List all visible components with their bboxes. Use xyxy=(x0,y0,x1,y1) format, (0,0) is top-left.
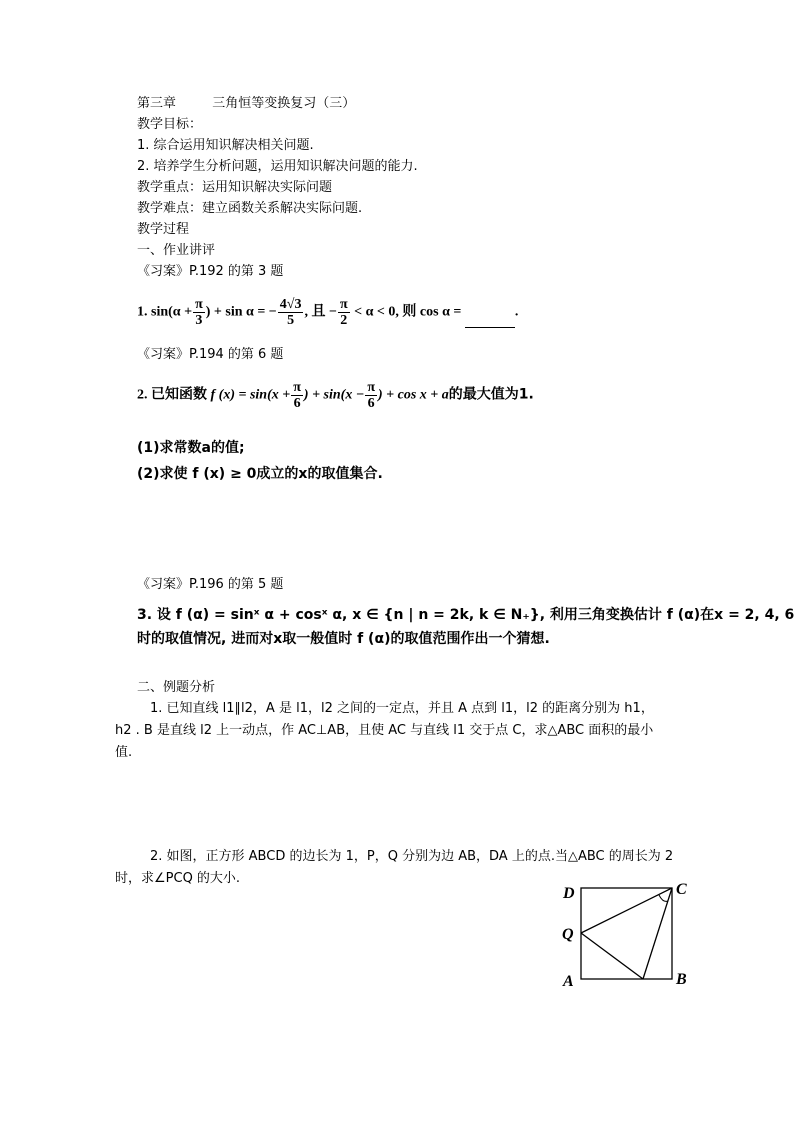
square-abcd xyxy=(581,888,672,979)
expr-part: f (x) = sin(x + xyxy=(210,387,291,403)
objective-item: 1. 综合运用知识解决相关问题. xyxy=(137,138,314,153)
expr-part: , 且 − xyxy=(304,304,337,320)
label-d: D xyxy=(563,885,575,902)
chapter-heading xyxy=(137,96,355,112)
problem-number: 1. xyxy=(137,304,148,320)
expr-part: < α < 0, 则 cos α = xyxy=(354,304,462,320)
expr-part: 已知函数 xyxy=(151,386,207,403)
difficulty: 教学难点：建立函数关系解决实际问题. xyxy=(137,201,363,216)
exercise-ref: 《习案》P.192 的第 3 题 xyxy=(137,264,284,279)
expr-part: . xyxy=(514,304,519,320)
label-a: A xyxy=(563,973,574,990)
segment-qp xyxy=(581,933,643,979)
key-point: 教学重点：运用知识解决实际问题 xyxy=(137,180,333,195)
problem-2 xyxy=(137,380,534,411)
square-figure xyxy=(555,876,705,991)
expr-part: ) + sin α = − xyxy=(205,304,277,320)
fraction: $\frac{\pi}{6}$ xyxy=(293,380,301,411)
chapter-label: 第三章 xyxy=(137,96,177,111)
problem-3-line1: 3. 设 f (α) = sinˣ α + cosˣ α, x ∈ {n | n = 2k, k ∈ N₊}, 利用三角变换估计 f (α)在x = 2, 4, 6 xyxy=(137,607,794,623)
fraction: $\frac{\pi}{3}$ xyxy=(195,297,203,328)
expr-part: ) + cos x + a xyxy=(378,387,449,403)
example-1-line1: 1. 已知直线 l1∥l2，A 是 l1，l2 之间的一定点，并且 A 点到 l1，l2 的距离分别为 h1， xyxy=(150,701,654,716)
answer-blank[interactable] xyxy=(465,313,515,328)
lesson-title: 三角恒等变换复习（三） xyxy=(212,96,356,111)
fraction: $\frac{4√3}{5}$ xyxy=(279,297,302,328)
label-b: B xyxy=(676,971,687,988)
fraction: $\frac{\pi}{2}$ xyxy=(339,297,348,328)
example-1-line2: h2 . B 是直线 l2 上一动点，作 AC⊥AB，且使 AC 与直线 l1 交于点 C，求△ABC 面积的最小 xyxy=(115,723,654,738)
expr-part: sin(α + xyxy=(151,304,193,320)
subquestion-2: (2)求使 f (x) ≥ 0成立的x的取值集合. xyxy=(137,466,383,482)
angle-mark xyxy=(659,895,668,901)
problem-1 xyxy=(137,297,518,328)
problem-3-line2: 时的取值情况, 进而对x取一般值时 f (α)的取值范围作出一个猜想. xyxy=(137,631,550,647)
label-c: C xyxy=(676,881,687,898)
example-2-line2: 时，求∠PCQ 的大小. xyxy=(115,871,241,886)
expr-part: 的最大值为1. xyxy=(448,386,534,403)
expr-part: ) + sin(x − xyxy=(303,387,365,403)
objective-item: 2. 培养学生分析问题，运用知识解决问题的能力. xyxy=(137,159,418,174)
process-heading: 教学过程 xyxy=(137,222,190,237)
example-1-line3: 值. xyxy=(115,745,133,760)
problem-number: 2. xyxy=(137,387,148,403)
exercise-ref: 《习案》P.194 的第 6 题 xyxy=(137,347,284,362)
example-2-line1: 2. 如图，正方形 ABCD 的边长为 1，P，Q 分别为边 AB，DA 上的点.当△ABC 的周长为 2 xyxy=(150,849,674,864)
exercise-ref: 《习案》P.196 的第 5 题 xyxy=(137,577,284,592)
objectives-heading: 教学目标： xyxy=(137,117,203,132)
section1-heading: 一、作业讲评 xyxy=(137,243,216,258)
label-q: Q xyxy=(562,926,574,943)
subquestion-1: (1)求常数a的值; xyxy=(137,440,245,456)
segment-cq xyxy=(581,888,672,933)
section2-heading: 二、例题分析 xyxy=(137,680,216,695)
fraction: $\frac{\pi}{6}$ xyxy=(367,380,375,411)
